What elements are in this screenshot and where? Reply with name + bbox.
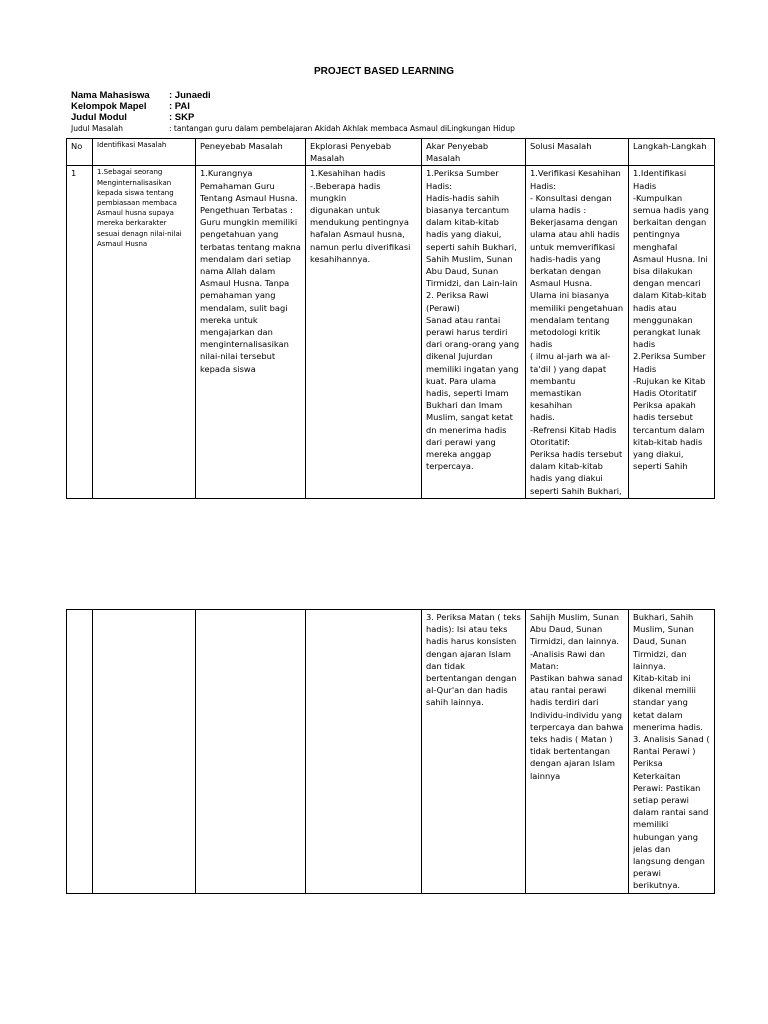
cell-eksplorasi — [306, 610, 422, 894]
pbl-table-page1 — [66, 138, 715, 499]
page-title: PROJECT BASED LEARNING — [313, 66, 454, 77]
cell-identifikasi — [93, 610, 196, 894]
cell-akar: 3. Periksa Matan ( teks hadis): Isi atau teks hadis harus konsisten dengan ajaran Islam dan tidak bertentangan dengan al-Qur'an dan hadis sahih lainnya. — [422, 610, 526, 894]
cell-penyebab — [196, 610, 306, 894]
table-row — [67, 166, 715, 498]
student-info — [71, 90, 515, 134]
info-row-nama — [71, 90, 515, 101]
header-solusi: Solusi Masalah — [526, 139, 629, 166]
header-langkah: Langkah-Langkah — [629, 139, 715, 166]
cell-no: 1 — [67, 166, 93, 498]
cell-langkah: Bukhari, Sahih Muslim, Sunan Daud, Sunan Tirmidzi, dan lainnya. Kitab-kitab ini dikenal memilii standar yang ketat dalam menerima hadis. 3. Analisis Sanad ( Rantai Perawi ) Periksa Keterkaitan Perawi: Pastikan setiap perawi dalam rantai sand memiliki hubungan yang jelas dan langsung dengan perawi berikutnya. — [629, 610, 715, 894]
info-value: : PAI — [169, 101, 190, 112]
cell-akar: 1.Periksa Sumber Hadis: Hadis-hadis sahih biasanya tercantum dalam kitab-kitab hadis yang diakui, seperti sahih Bukhari, Sahih Muslim, Sunan Abu Daud, Sunan Tirmidzi, dan Lain-lain 2. Periksa Rawi (Perawi) Sanad atau rantai perawi harus terdiri dari orang-orang yang dikenal Jujurdan memiliki ingatan yang kuat. Para ulama hadis, seperti Imam Bukhari dan Imam Muslim, sangat ketat dn menerima hadis dari perawi yang mereka anggap terpercaya. — [422, 166, 526, 498]
cell-penyebab: 1.Kurangnya Pemahaman Guru Tentang Asmaul Husna. Pengethuan Terbatas : Guru mungkin memiliki pengetahuan yang terbatas tentang makna mendalam dari setiap nama Allah dalam Asmaul Husna. Tanpa pemahaman yang mendalam, sulit bagi mereka untuk mengajarkan dan menginternalisasikan nilai-nilai tersebut kepada siswa — [196, 166, 306, 498]
header-penyebab: Peneyebab Masalah — [196, 139, 306, 166]
header-identifikasi: Identifikasi Masalah — [93, 139, 196, 166]
table-row — [67, 610, 715, 894]
info-label: Judul Modul — [71, 112, 127, 123]
info-value: : Junaedi — [169, 90, 211, 101]
info-label: Nama Mahasiswa — [71, 90, 150, 101]
info-row-kelompok — [71, 101, 515, 112]
info-row-judul-masalah — [71, 123, 515, 134]
info-value: : tantangan guru dalam pembelajaran Akidah Akhlak membaca Asmaul diLingkungan Hidup — [169, 124, 515, 133]
info-value: : SKP — [169, 112, 195, 123]
info-label: Kelompok Mapel — [71, 101, 147, 112]
cell-no — [67, 610, 93, 894]
cell-solusi: 1.Verifikasi Kesahihan Hadis: - Konsultasi dengan ulama hadis : Bekerjasama dengan ulama atau ahli hadis untuk memverifikasi hadis-hadis yang berkatan dengan Asmaul Husna. Ulama ini biasanya memiliki pengetahuan mendalam tentang metodologi kritik hadis ( ilmu al-jarh wa al- ta'dil ) yang dapat membantu memastikan kesahihan hadis. -Refrensi Kitab Hadis Otoritatif: Periksa hadis tersebut dalam kitab-kitab hadis yang diakui seperti Sahih Bukhari, — [526, 166, 629, 498]
pbl-table-page2 — [66, 609, 715, 894]
cell-solusi: Sahijh Muslim, Sunan Abu Daud, Sunan Tirmidzi, dan lainnya. -Analisis Rawi dan Matan: Pastikan bahwa sanad atau rantai perawi hadis terdiri dari Individu-individu yang terpercaya dan bahwa teks hadis ( Matan ) tidak bertentangan dengan ajaran Islam lainnya — [526, 610, 629, 894]
table-header-row — [67, 139, 715, 166]
header-no: No — [67, 139, 93, 166]
header-akar: Akar Penyebab Masalah — [422, 139, 526, 166]
cell-eksplorasi: 1.Kesahihan hadis -.Beberapa hadis mungkin digunakan untuk mendukung pentingnya hafalan Asmaul husna, namun perlu diverifikasi kesahihannya. — [306, 166, 422, 498]
cell-identifikasi: 1.Sebagai seorang Menginternalisasikan kepada siswa tentang pembiasaan membaca Asmaul husna supaya mereka berkarakter sesuai denagn nilai-nilai Asmaul Husna — [93, 166, 196, 498]
info-label: Judul Masalah — [71, 124, 123, 133]
info-row-judul-modul — [71, 112, 515, 123]
header-eksplorasi: Ekplorasi Penyebab Masalah — [306, 139, 422, 166]
cell-langkah: 1.Identifikasi Hadis -Kumpulkan semua hadis yang berkaitan dengan pentingnya menghafal Asmaul Husna. Ini bisa dilakukan dengan mencari dalam Kitab-kitab hadis atau menggunakan perangkat lunak hadis 2.Periksa Sumber Hadis -Rujukan ke Kitab Hadis Otoritatif Periksa apakah hadis tersebut tercantum dalam kitab-kitab hadis yang diakui, seperti Sahih — [629, 166, 715, 498]
